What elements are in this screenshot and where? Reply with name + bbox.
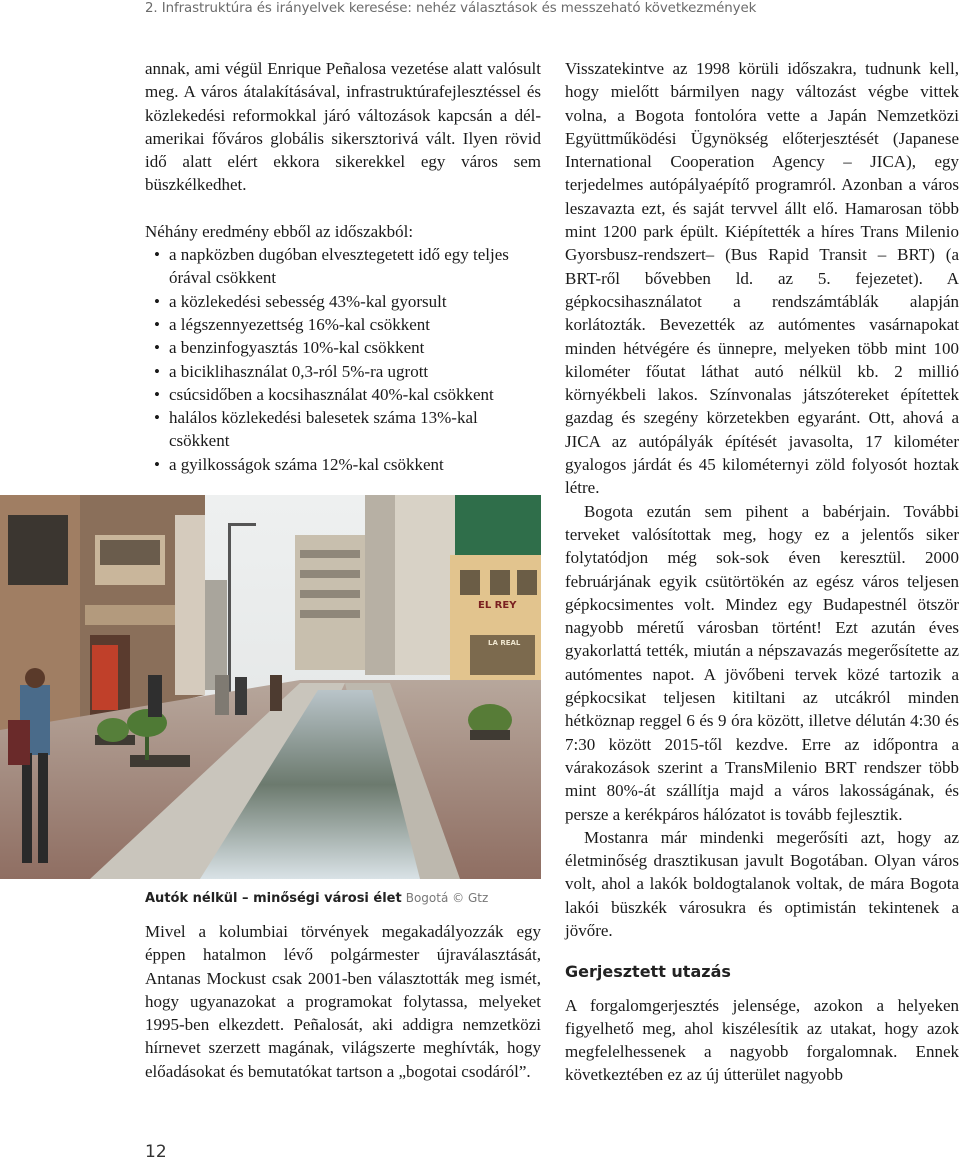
list-item: • halálos közlekedési balesetek száma 13%-kal csökkent: [145, 406, 541, 453]
list-item: • a légszennyezettség 16%-kal csökkent: [145, 313, 541, 336]
list-item: • a benzinfogyasztás 10%-kal csökkent: [145, 336, 541, 359]
caption-credit: Bogotá © Gtz: [405, 891, 489, 905]
right-column: [565, 57, 959, 1087]
running-head: 2. Infrastruktúra és irányelvek keresése: nehéz választások és messzeható következmények: [145, 1, 757, 16]
page-number: 12: [145, 1142, 167, 1162]
left-column-bottom: [145, 920, 541, 1083]
intro-paragraph: annak, ami végül Enrique Peñalosa vezetése alatt valósult meg. A város átalakításával, infrastruktúrafejlesztéssel és közlekedési reformokkal járó változások kapcsán a dél-amerikai főváros globális sikersztorivá vált. Ilyen rövid idő alatt elért ekkora sikerekkel egy város sem büszkélkedhet.: [145, 59, 541, 195]
list-item: • a napközben dugóban elvesztegetett idő egy teljes órával csökkent: [145, 243, 541, 290]
shop-sign-2: LA REAL: [488, 639, 521, 647]
photo-caption: [145, 888, 541, 909]
quality-paragraph: Mostanra már mindenki megerősíti azt, hogy az életminőség drasztikusan javult Bogotában. Olyan város volt, ahol a lakók boldogtalanok voltak, de mára Bogota lakói büszkék városukra és optimistán tekintenek a jövőre.: [565, 827, 959, 940]
list-item: • a gyilkosságok száma 12%-kal csökkent: [145, 453, 541, 476]
results-intro: Néhány eredmény ebből az időszakból:: [145, 221, 414, 241]
bogota-paragraph: Bogota ezután sem pihent a babérjain. További terveket valósítottak meg, hogy ez a jelentős siker folytatódjon még sok-sok éven keresztül. 2000 februárjának egyik csütörtökén az egész város teljesen gépkocsimentes volt. Mindez egy Budapestnél ötször nagyobb méretű városban történt! Ezt azután éves gyakorlattá tették, miután a népszavazás megerősítette az autómentes napot. A jövőbeni tervek közé tartozik a gépkocsikat teljesen kitiltani az utcákról minden hétköznap reggel 6 és 9 óra között, illetve délután 4:30 és 7:30 között 2015-től kezdve. Erre az időpontra a várakozások szerint a TransMilenio BRT rendszer több mint 80%-át szállítja majd a város lakosságának, és persze a kerékpáros hálózatot is tovább fejlesztik.: [565, 501, 959, 824]
street-photo: [0, 495, 541, 879]
jica-paragraph: Visszatekintve az 1998 körüli időszakra, tudnunk kell, hogy mielőtt bármilyen nagy változást végbe vittek volna, a Bogota fontolóra vette a Japán Nemzetközi Együttműködési Ügynökség előterjesztését (Japanese International Cooperation Agency – JICA), egy terjedelmes autópályaépítő programról. Azonban a város leszavazta ezt, és saját tervvel állt elő. Hamarosan több mint 1200 park épült. Kiépítették a híres Trans Milenio Gyorsbusz-rendszert– (Bus Rapid Transit – BRT) (a BRT-ről bővebben ld. az 5. fejezetet). A gépkocsihasználatot a rendszámtáblák alapján korlátozták. Bevezették az autómentes vasárnapokat minden hétvégére és ünnepre, melyeken több mint 100 kilométer főutat láthat autó nélkül kb. 2 millió környékbeli lakos. Színvonalas játszótereket építettek gazdag és szegény körzetekben egyaránt. Ott, ahová a JICA az autópályák építését javasolta, 17 kilométer gyalogos járdát és 45 kilométernyi zöld folyosót hoztak létre.: [565, 59, 959, 498]
list-item: • a biciklihasználat 0,3-ról 5%-ra ugrott: [145, 360, 541, 383]
mockus-paragraph: Mivel a kolumbiai törvények megakadályozzák egy éppen hatalmon lévő polgármester újraválasztását, Antanas Mockust csak 2001-ben választották meg ismét, hogy ugyanazokat a programokat folytassa, melyeket 1995-ben elkezdett. Peñalosát, aki addigra nemzetközi hírnevet szerzett magának, világszerte meghívták, hogy előadásokat és bemutatókat tartson a „bogotai csodáról”.: [145, 922, 541, 1081]
caption-title: Autók nélkül – minőségi városi élet: [145, 891, 402, 906]
list-item: • csúcsidőben a kocsihasználat 40%-kal csökkent: [145, 383, 541, 406]
induced-traffic-paragraph: A forgalomgerjesztés jelensége, azokon a helyeken figyelhető meg, ahol kiszélesítik az utakat, hogy azok megfelelhessenek a nagyobb forgalomnak. Ennek következtében ez az új útterület nagyobb: [565, 995, 959, 1085]
left-column-top: [145, 57, 541, 476]
results-list: [145, 243, 541, 476]
section-heading: Gerjesztett utazás: [565, 962, 731, 982]
shop-sign: EL REY: [478, 600, 517, 611]
street-photo-icon: [0, 495, 541, 879]
list-item: • a közlekedési sebesség 43%-kal gyorsult: [145, 290, 541, 313]
